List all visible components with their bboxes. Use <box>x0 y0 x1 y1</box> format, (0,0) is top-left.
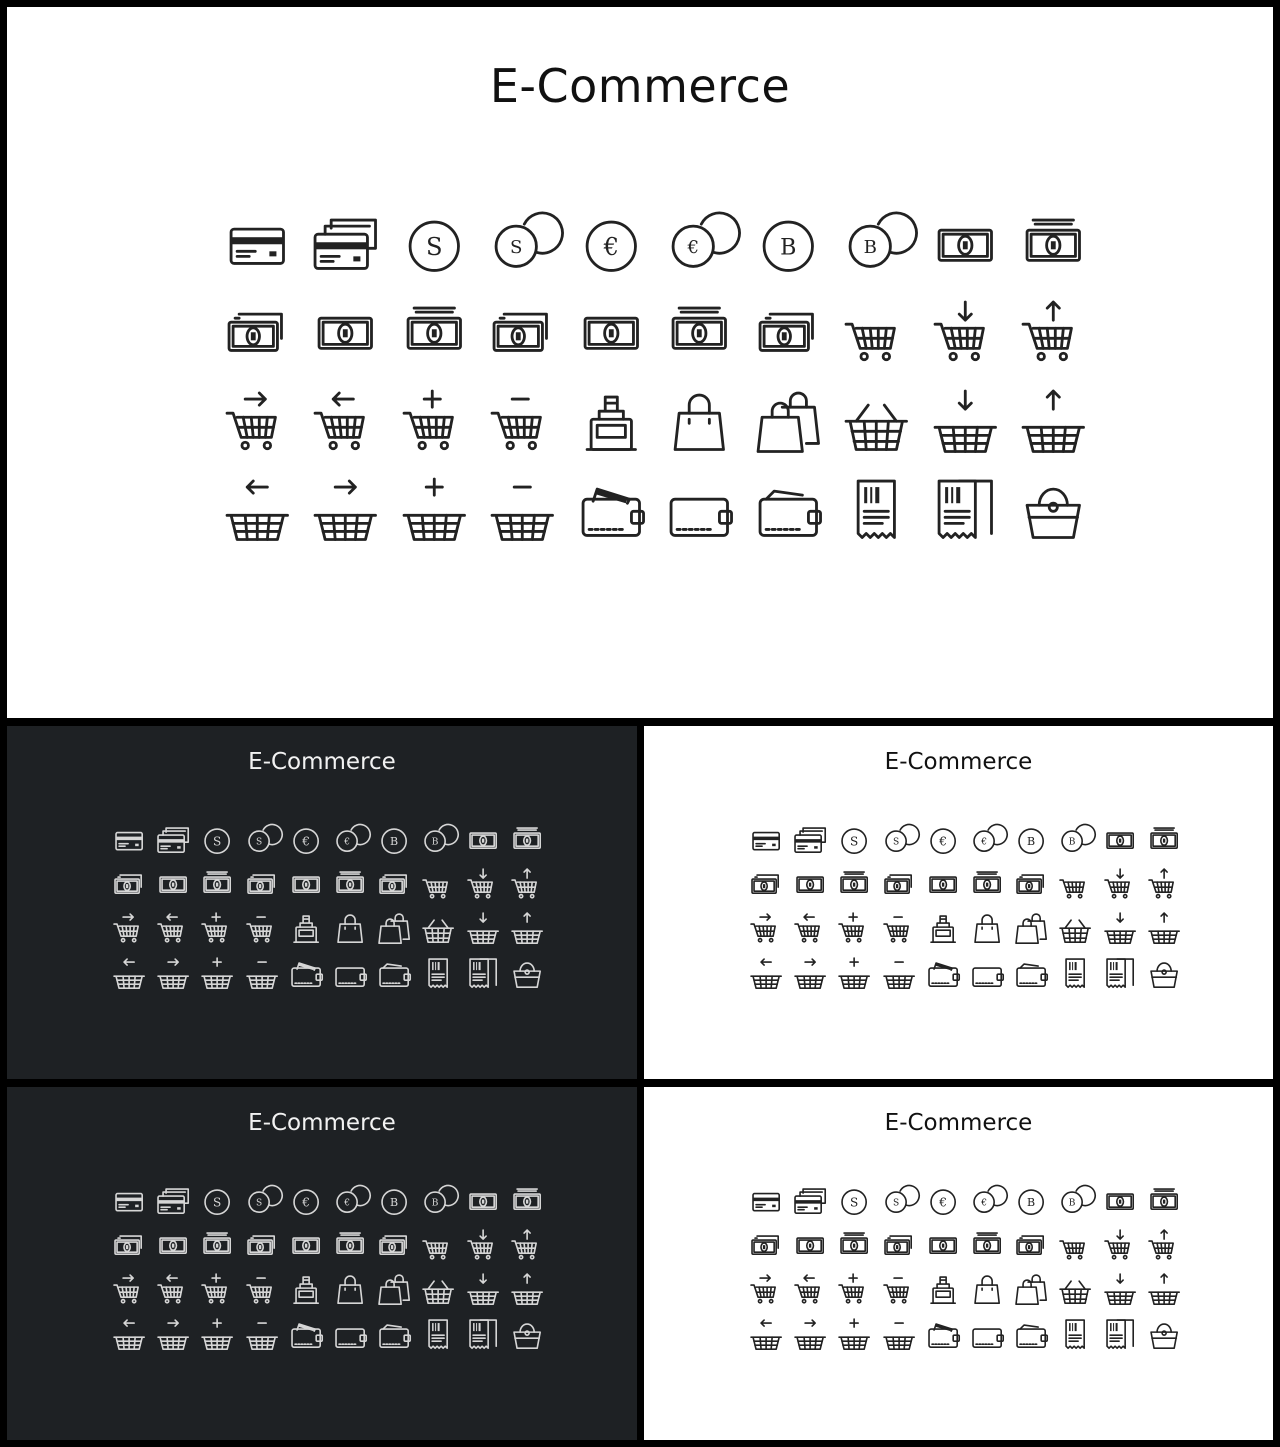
basket-plus-icon <box>195 952 239 996</box>
receipts-icon <box>461 952 505 996</box>
cart-right-icon <box>744 1269 788 1313</box>
banknote-pound-icon <box>302 291 391 380</box>
wallet-cash-icon <box>372 1313 416 1357</box>
svg-text:S: S <box>425 232 443 261</box>
bitcoin-coin-icon <box>372 1180 416 1224</box>
svg-text:€: € <box>981 1198 987 1209</box>
basket-plus-icon <box>390 468 479 557</box>
wallet-cash-icon <box>372 952 416 996</box>
banknote-dollar-icon <box>461 819 505 863</box>
banknotes-yen-icon <box>744 863 788 907</box>
basket-minus-icon <box>877 952 921 996</box>
banknote-bitcoin-icon <box>284 863 328 907</box>
banknotes-bitcoin-icon <box>965 1224 1009 1268</box>
cart-minus-icon <box>240 908 284 952</box>
basket-minus-icon <box>240 1313 284 1357</box>
svg-text:S: S <box>510 236 523 258</box>
svg-text:B: B <box>780 234 797 261</box>
basket-plus-icon <box>832 1313 876 1357</box>
bitcoin-coin-icon <box>1009 1180 1053 1224</box>
receipt-icon <box>1053 952 1097 996</box>
shopping-cart-icon <box>416 863 460 907</box>
svg-text:B: B <box>432 1198 439 1209</box>
slide-main[interactable] <box>7 7 1273 718</box>
credit-card-icon <box>744 1180 788 1224</box>
svg-text:B: B <box>1027 835 1036 849</box>
basket-left-icon <box>744 1313 788 1357</box>
credit-cards-icon <box>151 819 195 863</box>
cart-right-icon <box>213 379 302 468</box>
banknote-pound-icon <box>788 863 832 907</box>
slide-thumbnail-dark-2[interactable] <box>7 1087 637 1440</box>
banknotes-pound-icon <box>195 863 239 907</box>
credit-card-icon <box>107 819 151 863</box>
banknote-bitcoin-icon <box>921 1224 965 1268</box>
banknote-pound-icon <box>788 1224 832 1268</box>
svg-text:B: B <box>1027 1196 1036 1210</box>
handbag-icon <box>505 1313 549 1357</box>
svg-text:B: B <box>390 1196 399 1210</box>
cart-add-down-icon <box>921 291 1010 380</box>
wallet-icon <box>656 468 745 557</box>
basket-down-icon <box>921 379 1010 468</box>
bitcoin-coins-icon <box>833 202 922 291</box>
wallet-cards-icon <box>284 952 328 996</box>
bitcoin-coins-icon <box>1053 819 1097 863</box>
credit-cards-icon <box>151 1180 195 1224</box>
svg-text:B: B <box>390 835 399 849</box>
svg-text:€: € <box>603 232 619 261</box>
basket-icon <box>833 379 922 468</box>
wallet-cards-icon <box>921 952 965 996</box>
bitcoin-coin-icon <box>1009 819 1053 863</box>
cart-minus-icon <box>877 908 921 952</box>
cart-remove-up-icon <box>1142 1224 1186 1268</box>
credit-cards-icon <box>788 819 832 863</box>
dollar-coin-icon <box>390 202 479 291</box>
wallet-icon <box>328 952 372 996</box>
bitcoin-coins-icon <box>416 1180 460 1224</box>
svg-text:€: € <box>939 834 947 849</box>
svg-text:€: € <box>981 837 987 848</box>
banknote-pound-icon <box>151 1224 195 1268</box>
receipt-icon <box>416 1313 460 1357</box>
svg-text:€: € <box>344 1198 350 1209</box>
credit-cards-icon <box>302 202 391 291</box>
icon-grid <box>107 1180 549 1357</box>
cart-plus-icon <box>195 908 239 952</box>
wallet-cash-icon <box>1009 952 1053 996</box>
receipts-icon <box>1098 952 1142 996</box>
svg-text:S: S <box>892 837 899 848</box>
basket-icon <box>1053 908 1097 952</box>
banknotes-dollar-icon <box>1010 202 1099 291</box>
shopping-cart-icon <box>416 1224 460 1268</box>
banknotes-bitcoin-alt-icon <box>372 863 416 907</box>
euro-coin-icon <box>921 1180 965 1224</box>
receipts-icon <box>1098 1313 1142 1357</box>
basket-left-icon <box>107 1313 151 1357</box>
cart-minus-icon <box>240 1269 284 1313</box>
icon-grid <box>744 1180 1186 1357</box>
wallet-icon <box>965 1313 1009 1357</box>
credit-card-icon <box>107 1180 151 1224</box>
banknotes-pound-alt-icon <box>240 863 284 907</box>
banknote-dollar-icon <box>1098 819 1142 863</box>
svg-text:S: S <box>850 1195 859 1210</box>
slide-title: E-Commerce <box>489 59 791 113</box>
wallet-cash-icon <box>1009 1313 1053 1357</box>
basket-right-icon <box>151 952 195 996</box>
handbag-icon <box>1010 468 1099 557</box>
banknote-bitcoin-icon <box>921 863 965 907</box>
cart-remove-up-icon <box>505 863 549 907</box>
shopping-bag-icon <box>965 908 1009 952</box>
banknotes-bitcoin-alt-icon <box>1009 1224 1053 1268</box>
basket-right-icon <box>151 1313 195 1357</box>
banknote-bitcoin-icon <box>567 291 656 380</box>
basket-down-icon <box>1098 908 1142 952</box>
banknote-bitcoin-icon <box>284 1224 328 1268</box>
cart-minus-icon <box>479 379 568 468</box>
banknotes-yen-icon <box>744 1224 788 1268</box>
cart-add-down-icon <box>461 863 505 907</box>
basket-up-icon <box>1142 908 1186 952</box>
shopping-cart-icon <box>1053 1224 1097 1268</box>
receipts-icon <box>921 468 1010 557</box>
shopping-bags-icon <box>1009 908 1053 952</box>
wallet-cash-icon <box>744 468 833 557</box>
euro-coins-icon <box>965 819 1009 863</box>
euro-coins-icon <box>656 202 745 291</box>
cart-add-down-icon <box>461 1224 505 1268</box>
basket-plus-icon <box>195 1313 239 1357</box>
bitcoin-coins-icon <box>1053 1180 1097 1224</box>
cart-left-icon <box>151 1269 195 1313</box>
shopping-cart-icon <box>833 291 922 380</box>
banknotes-pound-icon <box>832 1224 876 1268</box>
dollar-coins-icon <box>877 1180 921 1224</box>
shopping-bags-icon <box>1009 1269 1053 1313</box>
bitcoin-coins-icon <box>416 819 460 863</box>
shopping-bags-icon <box>372 1269 416 1313</box>
credit-cards-icon <box>788 1180 832 1224</box>
shopping-bag-icon <box>328 1269 372 1313</box>
banknotes-bitcoin-icon <box>656 291 745 380</box>
slide-thumbnail-dark-1[interactable] <box>7 726 637 1079</box>
cash-register-icon <box>921 908 965 952</box>
basket-up-icon <box>505 908 549 952</box>
basket-down-icon <box>1098 1269 1142 1313</box>
cash-register-icon <box>284 908 328 952</box>
receipt-icon <box>833 468 922 557</box>
cart-add-down-icon <box>1098 1224 1142 1268</box>
dollar-coin-icon <box>195 1180 239 1224</box>
basket-minus-icon <box>479 468 568 557</box>
dollar-coins-icon <box>240 819 284 863</box>
icon-grid <box>107 819 549 996</box>
dollar-coin-icon <box>195 819 239 863</box>
banknotes-pound-alt-icon <box>240 1224 284 1268</box>
shopping-bag-icon <box>965 1269 1009 1313</box>
basket-plus-icon <box>832 952 876 996</box>
banknotes-pound-alt-icon <box>877 863 921 907</box>
cart-left-icon <box>788 908 832 952</box>
handbag-icon <box>505 952 549 996</box>
shopping-bag-icon <box>656 379 745 468</box>
banknotes-dollar-icon <box>505 1180 549 1224</box>
svg-text:S: S <box>850 834 859 849</box>
svg-text:B: B <box>1069 837 1076 848</box>
banknotes-yen-icon <box>107 1224 151 1268</box>
cash-register-icon <box>921 1269 965 1313</box>
banknotes-pound-alt-icon <box>479 291 568 380</box>
slide-title: E-Commerce <box>884 1110 1033 1136</box>
banknotes-pound-icon <box>390 291 479 380</box>
euro-coin-icon <box>284 1180 328 1224</box>
dollar-coins-icon <box>479 202 568 291</box>
slide-thumbnail-light-2[interactable] <box>644 1087 1273 1440</box>
basket-up-icon <box>1142 1269 1186 1313</box>
receipt-icon <box>1053 1313 1097 1357</box>
credit-card-icon <box>744 819 788 863</box>
cart-add-down-icon <box>1098 863 1142 907</box>
wallet-icon <box>965 952 1009 996</box>
slide-title: E-Commerce <box>248 1110 396 1136</box>
banknotes-bitcoin-icon <box>328 863 372 907</box>
slide-thumbnail-light-1[interactable] <box>644 726 1273 1079</box>
cart-plus-icon <box>195 1269 239 1313</box>
receipt-icon <box>416 952 460 996</box>
basket-minus-icon <box>877 1313 921 1357</box>
banknotes-yen-icon <box>213 291 302 380</box>
wallet-cards-icon <box>284 1313 328 1357</box>
cart-left-icon <box>302 379 391 468</box>
euro-coins-icon <box>328 819 372 863</box>
bitcoin-coin-icon <box>744 202 833 291</box>
cart-plus-icon <box>832 908 876 952</box>
dollar-coin-icon <box>832 819 876 863</box>
cart-plus-icon <box>390 379 479 468</box>
svg-text:S: S <box>213 1195 222 1210</box>
cart-right-icon <box>107 1269 151 1313</box>
banknotes-dollar-icon <box>1142 819 1186 863</box>
svg-text:S: S <box>255 837 262 848</box>
wallet-cards-icon <box>567 468 656 557</box>
euro-coin-icon <box>284 819 328 863</box>
cart-right-icon <box>744 908 788 952</box>
svg-text:€: € <box>302 1195 310 1210</box>
banknote-dollar-icon <box>461 1180 505 1224</box>
banknotes-bitcoin-alt-icon <box>744 291 833 380</box>
basket-up-icon <box>1010 379 1099 468</box>
cart-left-icon <box>151 908 195 952</box>
banknotes-bitcoin-icon <box>965 863 1009 907</box>
svg-text:S: S <box>213 834 222 849</box>
basket-down-icon <box>461 1269 505 1313</box>
svg-text:€: € <box>302 834 310 849</box>
svg-text:B: B <box>1069 1198 1076 1209</box>
svg-text:S: S <box>255 1198 262 1209</box>
basket-down-icon <box>461 908 505 952</box>
cash-register-icon <box>284 1269 328 1313</box>
slide-title: E-Commerce <box>248 749 396 775</box>
wallet-cards-icon <box>921 1313 965 1357</box>
credit-card-icon <box>213 202 302 291</box>
cart-minus-icon <box>877 1269 921 1313</box>
shopping-bags-icon <box>372 908 416 952</box>
banknote-dollar-icon <box>1098 1180 1142 1224</box>
handbag-icon <box>1142 1313 1186 1357</box>
banknotes-bitcoin-alt-icon <box>372 1224 416 1268</box>
banknotes-dollar-icon <box>1142 1180 1186 1224</box>
basket-left-icon <box>744 952 788 996</box>
basket-minus-icon <box>240 952 284 996</box>
banknotes-yen-icon <box>107 863 151 907</box>
svg-text:B: B <box>432 837 439 848</box>
icon-grid <box>744 819 1186 996</box>
cart-left-icon <box>788 1269 832 1313</box>
svg-text:€: € <box>939 1195 947 1210</box>
cart-remove-up-icon <box>505 1224 549 1268</box>
cart-remove-up-icon <box>1142 863 1186 907</box>
dollar-coins-icon <box>240 1180 284 1224</box>
cash-register-icon <box>567 379 656 468</box>
banknote-pound-icon <box>151 863 195 907</box>
basket-icon <box>416 908 460 952</box>
basket-icon <box>1053 1269 1097 1313</box>
svg-text:B: B <box>864 236 878 258</box>
shopping-bags-icon <box>744 379 833 468</box>
banknotes-bitcoin-alt-icon <box>1009 863 1053 907</box>
svg-text:S: S <box>892 1198 899 1209</box>
banknote-dollar-icon <box>921 202 1010 291</box>
basket-icon <box>416 1269 460 1313</box>
euro-coin-icon <box>921 819 965 863</box>
cart-remove-up-icon <box>1010 291 1099 380</box>
euro-coins-icon <box>328 1180 372 1224</box>
cart-right-icon <box>107 908 151 952</box>
svg-text:€: € <box>344 837 350 848</box>
wallet-icon <box>328 1313 372 1357</box>
banknotes-pound-alt-icon <box>877 1224 921 1268</box>
receipts-icon <box>461 1313 505 1357</box>
banknotes-dollar-icon <box>505 819 549 863</box>
shopping-bag-icon <box>328 908 372 952</box>
basket-right-icon <box>302 468 391 557</box>
dollar-coins-icon <box>877 819 921 863</box>
handbag-icon <box>1142 952 1186 996</box>
dollar-coin-icon <box>832 1180 876 1224</box>
shopping-cart-icon <box>1053 863 1097 907</box>
basket-left-icon <box>213 468 302 557</box>
svg-text:€: € <box>687 236 700 258</box>
slide-title: E-Commerce <box>884 749 1033 775</box>
icon-grid <box>213 202 1098 556</box>
basket-right-icon <box>788 952 832 996</box>
banknotes-pound-icon <box>195 1224 239 1268</box>
euro-coins-icon <box>965 1180 1009 1224</box>
basket-up-icon <box>505 1269 549 1313</box>
cart-plus-icon <box>832 1269 876 1313</box>
banknotes-pound-icon <box>832 863 876 907</box>
basket-left-icon <box>107 952 151 996</box>
basket-right-icon <box>788 1313 832 1357</box>
euro-coin-icon <box>567 202 656 291</box>
bitcoin-coin-icon <box>372 819 416 863</box>
banknotes-bitcoin-icon <box>328 1224 372 1268</box>
